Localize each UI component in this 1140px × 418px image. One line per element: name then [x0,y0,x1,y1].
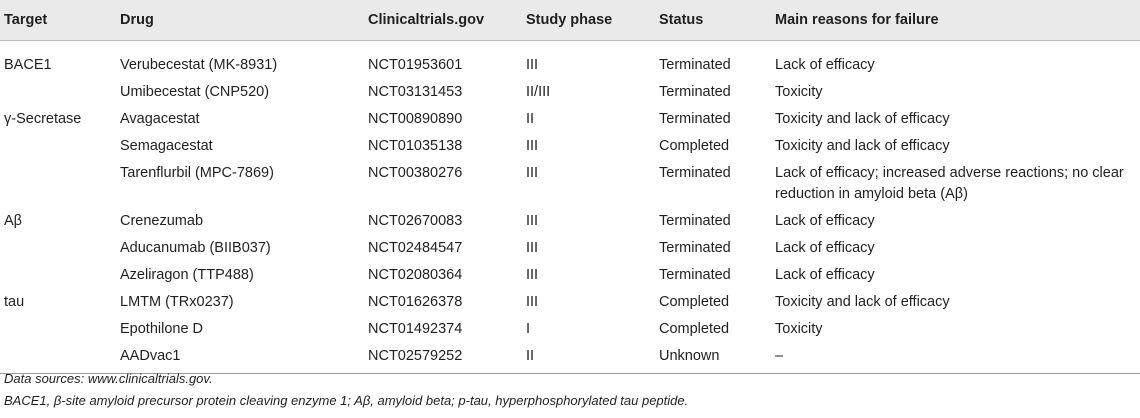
cell-trial-id: NCT01953601 [368,57,463,73]
table-row [0,262,1140,289]
header-failure-reasons: Main reasons for failure [771,0,1140,41]
cell-trial-id: NCT01035138 [368,138,463,154]
header-status: Status [655,0,771,41]
table-row [0,289,1140,316]
cell-target: γ-Secretase [4,111,82,127]
cell-drug: Crenezumab [120,213,204,229]
table-row [0,106,1140,133]
cell-failure-reason: Toxicity and lack of efficacy [775,111,950,127]
cell-target [0,160,116,208]
cell-drug: Verubecestat (MK-8931) [120,57,278,73]
cell-target [0,262,116,289]
cell-failure-reason: Toxicity [775,321,823,337]
cell-drug: Avagacestat [120,111,200,127]
cell-status: Terminated [659,111,731,127]
cell-target [0,235,116,262]
cell-failure-reason: Toxicity and lack of efficacy [775,294,950,310]
cell-trial-id: NCT02484547 [368,240,463,256]
cell-trial-id: NCT00380276 [368,165,463,181]
cell-phase: III [526,138,539,154]
cell-status: Terminated [659,57,731,73]
table-row [0,316,1140,343]
cell-trial-id: NCT02670083 [368,213,463,229]
cell-phase: I [526,321,531,337]
cell-drug: Aducanumab (BIIB037) [120,240,271,256]
cell-failure-reason: Lack of efficacy [775,57,875,73]
cell-status: Completed [659,138,730,154]
cell-failure-reason: – [771,343,1140,374]
cell-trial-id: NCT02579252 [364,343,522,374]
cell-trial-id: NCT01626378 [368,294,463,310]
table-row [0,133,1140,160]
cell-status: Terminated [659,267,731,283]
header-study-phase: Study phase [522,0,655,41]
cell-trial-id: NCT01492374 [368,321,463,337]
cell-failure-reason: Lack of efficacy [775,267,875,283]
cell-failure-reason: Toxicity and lack of efficacy [775,138,950,154]
cell-status: Terminated [659,213,731,229]
table-row [0,79,1140,106]
cell-phase: III [526,240,539,256]
cell-target: Aβ [4,213,23,229]
table-header [0,0,1140,41]
cell-phase: III [526,213,539,229]
table-row [0,160,1140,208]
cell-drug: Azeliragon (TTP488) [120,267,254,283]
cell-status: Terminated [659,240,731,256]
cell-target [0,133,116,160]
cell-failure-reason: Toxicity [775,84,823,100]
cell-drug: AADvac1 [116,343,364,374]
cell-phase: II [526,111,535,127]
cell-phase: III [526,57,539,73]
footnote-abbreviations: BACE1, β-site amyloid precursor protein cleaving enzyme 1; Aβ, amyloid beta; p-tau, hyperphosphorylated tau peptide. [4,393,689,408]
header-row [0,0,1140,41]
cell-target [0,79,116,106]
cell-phase: III [526,294,539,310]
table-body [0,41,1140,374]
cell-failure-reason: Lack of efficacy [775,213,875,229]
table-row [0,208,1140,235]
cell-drug: Tarenflurbil (MPC-7869) [120,165,274,181]
cell-target: BACE1 [4,57,52,73]
cell-target [0,316,116,343]
cell-failure-reason: Lack of efficacy; increased adverse reactions; no clear reduction in amyloid beta (Aβ) [775,165,1124,202]
footnote-sources: Data sources: www.clinicaltrials.gov. [4,371,213,386]
table-row [0,235,1140,262]
table-row [0,41,1140,80]
cell-drug: LMTM (TRx0237) [120,294,234,310]
cell-trial-id: NCT02080364 [368,267,463,283]
cell-phase: III [526,267,539,283]
cell-phase: II [522,343,655,374]
cell-status: Completed [659,294,730,310]
header-drug: Drug [116,0,364,41]
cell-target: tau [4,294,25,310]
cell-phase: II/III [526,84,551,100]
header-target: Target [0,0,116,41]
cell-status: Completed [659,321,730,337]
cell-phase: III [526,165,539,181]
cell-status: Unknown [655,343,771,374]
cell-trial-id: NCT00890890 [368,111,463,127]
cell-status: Terminated [659,84,731,100]
cell-drug: Umibecestat (CNP520) [120,84,270,100]
cell-drug: Epothilone D [120,321,204,337]
cell-failure-reason: Lack of efficacy [775,240,875,256]
table-footnotes [4,368,688,412]
cell-drug: Semagacestat [120,138,213,154]
cell-trial-id: NCT03131453 [368,84,463,100]
header-clinicaltrials: Clinicaltrials.gov [364,0,522,41]
cell-status: Terminated [659,165,731,181]
